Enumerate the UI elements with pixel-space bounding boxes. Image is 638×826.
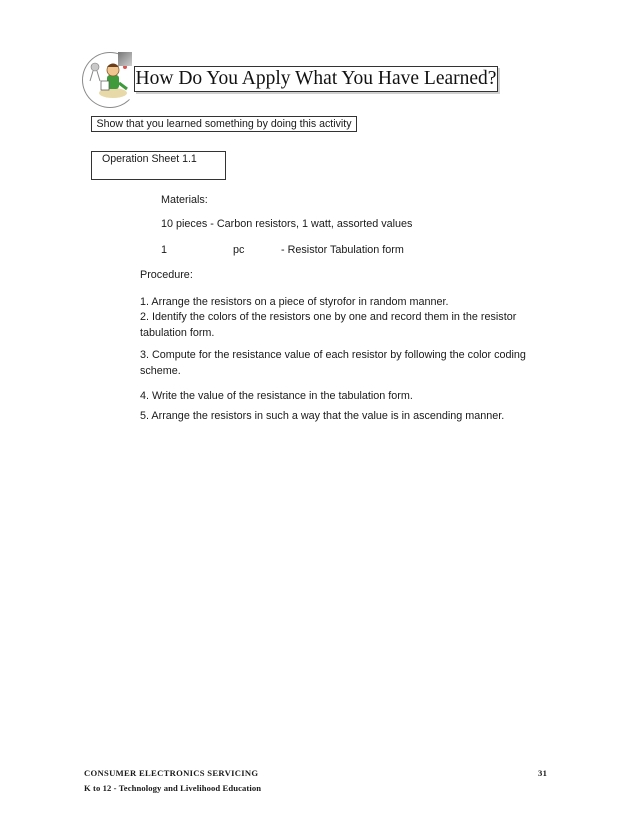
operation-sheet-label bbox=[91, 151, 226, 180]
footer-program: K to 12 - Technology and Livelihood Education bbox=[84, 783, 262, 793]
materials-heading: Materials: bbox=[161, 194, 208, 206]
material-item-1: 10 pieces - Carbon resistors, 1 watt, assorted values bbox=[161, 218, 413, 230]
page-number: 31 bbox=[538, 768, 548, 778]
procedure-step-2: 2. Identify the colors of the resistors one by one and record them in the resistor tabulation form. bbox=[140, 311, 517, 339]
material-item-2-unit: pc bbox=[233, 244, 245, 256]
procedure-step-3: 3. Compute for the resistance value of each resistor by following the color coding scheme. bbox=[140, 349, 526, 377]
procedure-step-4: 4. Write the value of the resistance in the tabulation form. bbox=[140, 390, 413, 402]
procedure-step-5: 5. Arrange the resistors in such a way that the value is in ascending manner. bbox=[140, 410, 505, 422]
activity-instruction: Show that you learned something by doing this activity bbox=[91, 116, 357, 132]
logo-corner-shade bbox=[118, 52, 132, 66]
operation-sheet-text: Operation Sheet 1.1 bbox=[102, 153, 197, 165]
footer-course-title: CONSUMER ELECTRONICS SERVICING bbox=[84, 768, 259, 778]
procedure-heading: Procedure: bbox=[140, 269, 193, 281]
page-title: How Do You Apply What You Have Learned? bbox=[134, 66, 498, 92]
material-item-2-desc: - Resistor Tabulation form bbox=[281, 244, 404, 256]
procedure-step-1: 1. Arrange the resistors on a piece of styrofor in random manner. bbox=[140, 296, 449, 308]
material-item-2-qty: 1 bbox=[161, 244, 168, 256]
